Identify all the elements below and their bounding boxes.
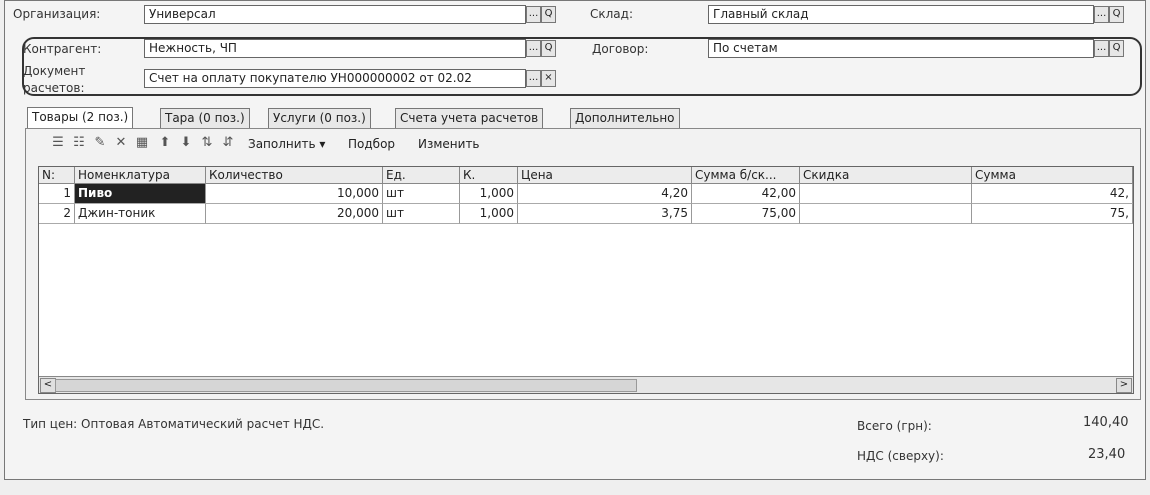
tab-goods[interactable]: Товары (2 поз.) [27, 107, 133, 129]
tab-additional[interactable]: Дополнительно [570, 108, 680, 128]
cell-unit[interactable]: шт [383, 204, 460, 224]
col-header-price[interactable]: Цена [518, 167, 692, 184]
pick-button[interactable]: Подбор [348, 137, 396, 151]
counterparty-label: Контрагент: [23, 42, 102, 56]
contract-field[interactable]: По счетам [708, 39, 1094, 58]
tab-settlement-accounts[interactable]: Счета учета расчетов [395, 108, 543, 128]
scroll-right-icon[interactable]: > [1116, 378, 1132, 393]
cell-quantity[interactable]: 10,000 [206, 184, 383, 204]
payment-doc-select-button[interactable]: ... [526, 70, 541, 87]
tab-containers[interactable]: Тара (0 поз.) [160, 108, 250, 128]
col-header-sum[interactable]: Сумма [972, 167, 1133, 184]
cell-quantity[interactable]: 20,000 [206, 204, 383, 224]
highlight-oval [22, 37, 1142, 96]
col-header-sum-no-discount[interactable]: Сумма б/ск... [692, 167, 800, 184]
counterparty-field[interactable]: Нежность, ЧП [144, 39, 526, 58]
warehouse-search-icon[interactable]: Q [1109, 6, 1124, 23]
cell-item[interactable]: Пиво [75, 184, 206, 204]
delete-row-icon[interactable]: ✕ [115, 135, 127, 150]
col-header-unit[interactable]: Ед. [383, 167, 460, 184]
cell-sum-no-discount[interactable]: 75,00 [692, 204, 800, 224]
add-row-icon[interactable]: ☰ [52, 135, 64, 150]
change-button[interactable]: Изменить [418, 137, 480, 151]
cell-sum[interactable]: 42, [972, 184, 1133, 204]
counterparty-select-button[interactable]: ... [526, 40, 541, 57]
vat-label: НДС (сверху): [857, 449, 944, 463]
cell-discount[interactable] [800, 184, 972, 204]
contract-label: Договор: [592, 42, 649, 56]
move-up-icon[interactable]: ⬆ [159, 135, 171, 150]
total-label: Всего (грн): [857, 419, 932, 433]
scroll-left-icon[interactable]: < [40, 378, 56, 393]
payment-doc-label-line2: расчетов: [23, 81, 85, 95]
fill-button[interactable]: Заполнить ▾ [248, 137, 326, 151]
price-type-text[interactable]: Тип цен: Оптовая Автоматический расчет НДС. [23, 417, 325, 431]
tab-services[interactable]: Услуги (0 поз.) [268, 108, 371, 128]
goods-table [38, 166, 1134, 394]
vat-value: 23,40 [1088, 447, 1126, 462]
col-header-quantity[interactable]: Количество [206, 167, 383, 184]
end-edit-icon[interactable]: ▦ [135, 135, 149, 150]
cell-price[interactable]: 3,75 [518, 204, 692, 224]
org-select-button[interactable]: ... [526, 6, 541, 23]
cell-number: 2 [39, 204, 75, 224]
sort-desc-icon[interactable]: ⇵ [222, 135, 234, 150]
cell-coefficient[interactable]: 1,000 [460, 184, 518, 204]
counterparty-search-icon[interactable]: Q [541, 40, 556, 57]
sort-asc-icon[interactable]: ⇅ [201, 135, 213, 150]
cell-sum[interactable]: 75, [972, 204, 1133, 224]
contract-search-icon[interactable]: Q [1109, 40, 1124, 57]
payment-doc-clear-icon[interactable]: × [541, 70, 556, 87]
col-header-coefficient[interactable]: К. [460, 167, 518, 184]
cell-coefficient[interactable]: 1,000 [460, 204, 518, 224]
cell-sum-no-discount[interactable]: 42,00 [692, 184, 800, 204]
document-form [4, 0, 1146, 480]
payment-doc-label-line1: Документ [23, 64, 86, 78]
copy-row-icon[interactable]: ☷ [73, 135, 85, 150]
move-down-icon[interactable]: ⬇ [180, 135, 192, 150]
warehouse-select-button[interactable]: ... [1094, 6, 1109, 23]
warehouse-field[interactable]: Главный склад [708, 5, 1094, 24]
col-header-discount[interactable]: Скидка [800, 167, 972, 184]
cell-price[interactable]: 4,20 [518, 184, 692, 204]
cell-number: 1 [39, 184, 75, 204]
scroll-thumb[interactable] [55, 379, 637, 392]
horizontal-scrollbar[interactable] [39, 376, 1133, 393]
cell-unit[interactable]: шт [383, 184, 460, 204]
org-field[interactable]: Универсал [144, 5, 526, 24]
org-search-icon[interactable]: Q [541, 6, 556, 23]
col-header-item[interactable]: Номенклатура [75, 167, 206, 184]
col-header-number[interactable]: N: [39, 167, 75, 184]
cell-discount[interactable] [800, 204, 972, 224]
warehouse-label: Склад: [590, 7, 633, 21]
total-value: 140,40 [1083, 415, 1129, 430]
contract-select-button[interactable]: ... [1094, 40, 1109, 57]
payment-doc-field[interactable]: Счет на оплату покупателю УН000000002 от 02.02 [144, 69, 526, 88]
org-label: Организация: [13, 7, 101, 21]
edit-row-icon[interactable]: ✎ [94, 135, 106, 150]
cell-item[interactable]: Джин-тоник [75, 204, 206, 224]
